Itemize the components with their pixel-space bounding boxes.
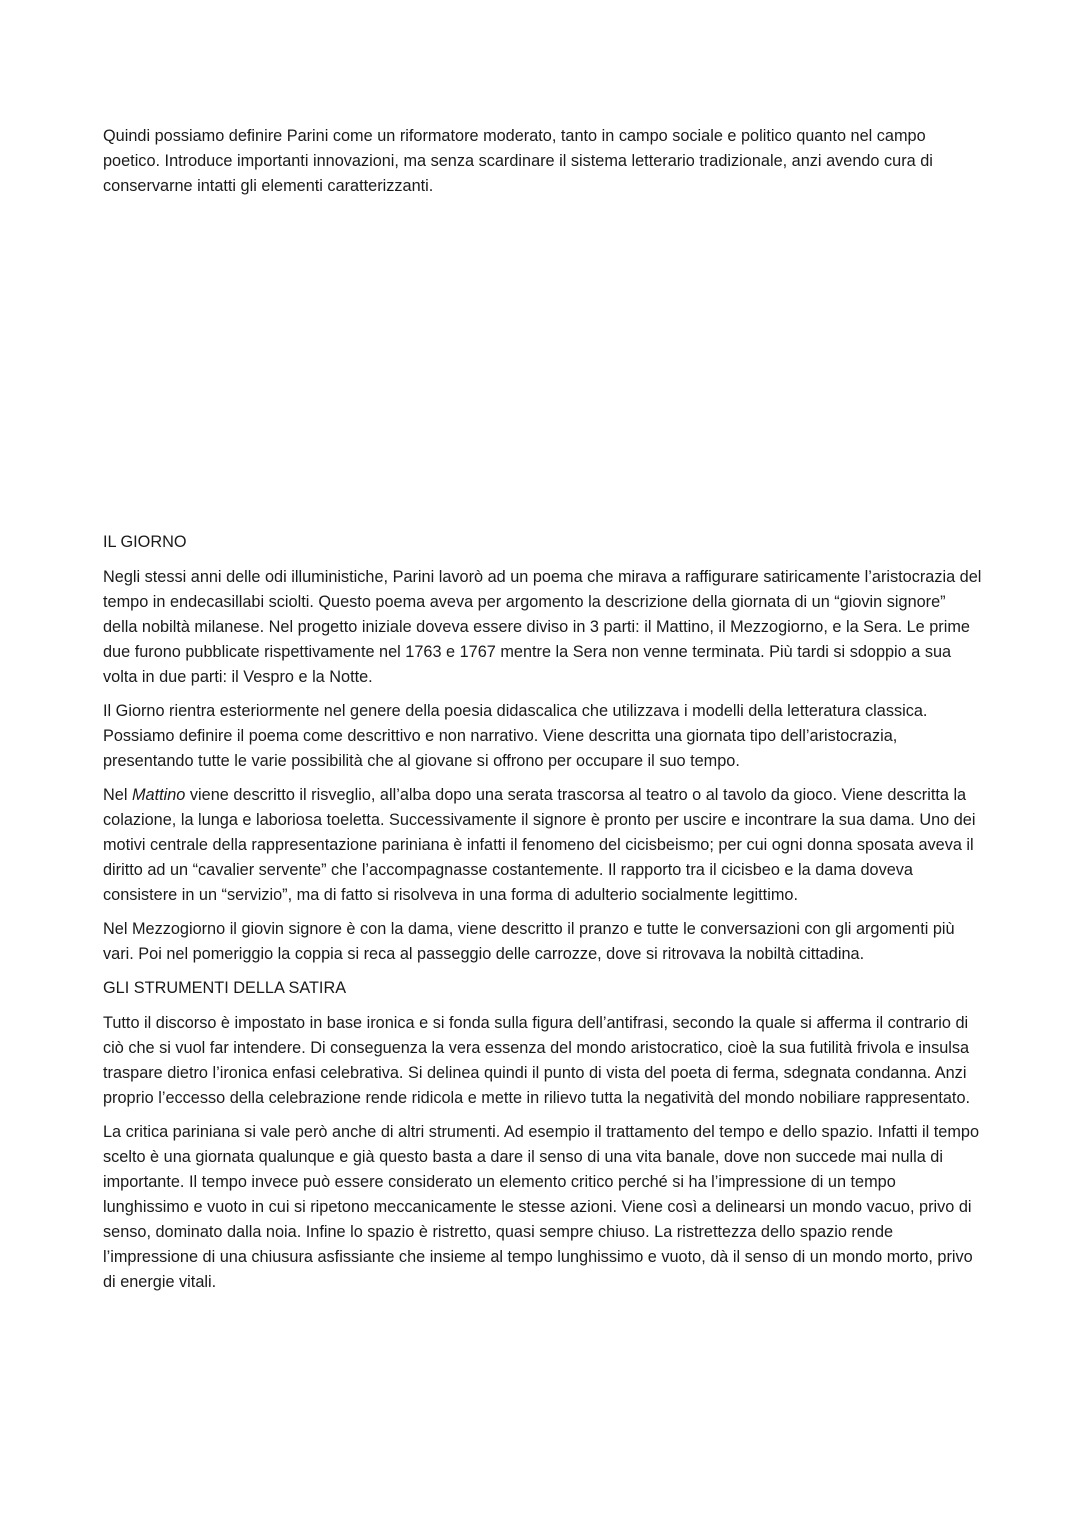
paragraph-il-giorno-4: Nel Mezzogiorno il giovin signore è con la dama, viene descritto il pranzo e tutte le conversazioni con gli argomenti più vari. Poi nel pomeriggio la coppia si reca al passeggio delle carrozze, dove si ritrovava la nobiltà cittadina. (103, 920, 955, 963)
paragraph-il-giorno-1: Negli stessi anni delle odi illuministiche, Parini lavorò ad un poema che mirava a raffigurare satiricamente l’aristocrazia del tempo in endecasillabi sciolti. Questo poema aveva per argomento la descrizione della giornata di un “giovin signore” della nobiltà milanese. Nel progetto iniziale doveva essere diviso in 3 parti: il Mattino, il Mezzogiorno, e la Sera. Le prime due furono pubblicate rispettivamente nel 1763 e 1767 mentre la Sera non venne terminata. Più tardi si sdoppio a sua volta in due parti: il Vespro e la Notte. (103, 568, 982, 686)
paragraph-il-giorno-2: Il Giorno rientra esteriormente nel genere della poesia didascalica che utilizzava i modelli della letteratura classica. Possiamo definire il poema come descrittivo e non narrativo. Viene descritta una giornata tipo dell’aristocrazia, presentando tutte le varie possibilità che al giovane si offrono per occupare il suo tempo. (103, 702, 928, 770)
document-page (103, 124, 983, 1304)
paragraph-3-rest: viene descritto il risveglio, all’alba dopo una serata trascorsa al teatro o al tavolo da gioco. Viene descritta la colazione, la lunga e laboriosa toeletta. Successivamente il signore è pronto per uscire e incontrare la sua dama. Uno dei motivi centrale della rappresentazione pariniana è infatti il fenomeno del cicisbeismo; per cui ogni donna sposata aveva il diritto ad un “cavalier servente” che l’accompagnasse costantemente. Il rapporto tra il cicisbeo e la dama doveva consistere in un “servizio”, ma di fatto si risolveva in una forma di adulterio socialmente legittimo. (103, 786, 976, 904)
paragraph-il-giorno-3 (103, 783, 983, 908)
section-heading-il-giorno: IL GIORNO (103, 533, 187, 551)
mattino-italic: Mattino (131, 786, 186, 804)
paragraph-satira-1: Tutto il discorso è impostato in base ironica e si fonda sulla figura dell’antifrasi, secondo la quale si afferma il contrario di ciò che si vuol far intendere. Di conseguenza la vera essenza del mondo aristocratico, cioè la sua futilità frivola e insulsa traspare dietro l’ironica enfasi celebrativa. Si delinea quindi il punto di vista del poeta di ferma, sdegnata condanna. Anzi proprio l’eccesso della celebrazione rende ridicola e mette in rilievo tutta la negatività del mondo nobiliare rappresentato. (103, 1014, 971, 1107)
intro-paragraph: Quindi possiamo definire Parini come un riformatore moderato, tanto in campo sociale e politico quanto nel campo poetico. Introduce importanti innovazioni, ma senza scardinare il sistema letterario tradizionale, anzi avendo cura di conservarne intatti gli elementi caratterizzanti. (103, 127, 933, 195)
paragraph-3-prefix: Nel (103, 786, 132, 804)
section-heading-strumenti-satira: GLI STRUMENTI DELLA SATIRA (103, 979, 347, 997)
paragraph-satira-2: La critica pariniana si vale però anche di altri strumenti. Ad esempio il trattamento del tempo e dello spazio. Infatti il tempo scelto è una giornata qualunque e già questo basta a dare il senso di una vita banale, dove non succede mai nulla di importante. Il tempo invece può essere considerato un elemento critico perché si ha l’impressione di un tempo lunghissimo e vuoto in cui si ripetono meccanicamente le stesse azioni. Viene così a delinearsi un mondo vacuo, privo di senso, dominato dalla noia. Infine lo spazio è ristretto, quasi sempre chiuso. La ristrettezza dello spazio rende l’impressione di una chiusura asfissiante che insieme al tempo lunghissimo e vuoto, dà il senso di un mondo morto, privo di energie vitali. (103, 1123, 980, 1291)
blank-space (103, 199, 983, 530)
